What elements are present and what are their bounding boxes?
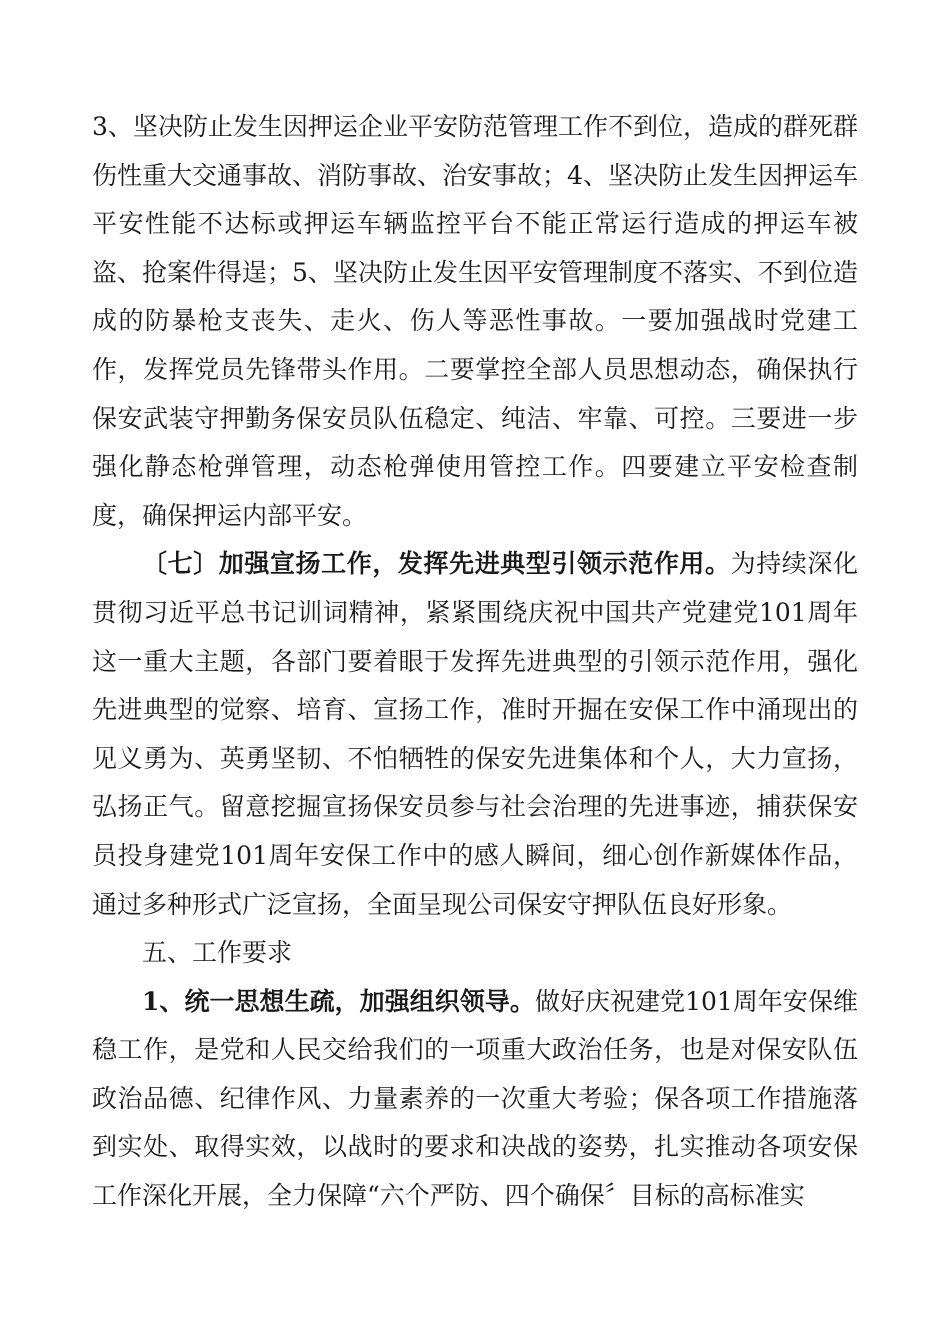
- paragraph-heading: 1、统一思想生疏，加强组织领导。: [142, 986, 535, 1016]
- section-title: [92, 929, 858, 978]
- paragraph-text: 做好庆祝建党101周年安保维稳工作，是党和人民交给我们的一项重大政治任务，也是对保安队伍政治品德、纪律作风、力量素养的一次重大考验；保各项工作措施落到实处、取得实效，以战时的要求和决战的姿势，扎实推动各项安保工作深化开展，全力保障“六个严防、四个确保〞目标的高标准实: [92, 986, 858, 1211]
- paragraph-unify-thinking: [92, 978, 858, 1221]
- document-body: [92, 103, 858, 1221]
- paragraph-text: 为持续深化贯彻习近平总书记训词精神，紧紧围绕庆祝中国共产党建党101周年这一重大主题，各部门要着眼于发挥先进典型的引领示范作用，强化先进典型的觉察、培育、宣扬工作，准时开掘在安保工作中涌现出的见义勇为、英勇坚韧、不怕牺牲的保安先进集体和个人，大力宣扬，弘扬正气。留意挖掘宣扬保安员参与社会治理的先进事迹，捕获保安员投身建党101周年安保工作中的感人瞬间，细心创作新媒体作品，通过多种形式广泛宣扬，全面呈现公司保安守押队伍良好形象。: [92, 549, 858, 919]
- paragraph-text: 3、坚决防止发生因押运企业平安防范管理工作不到位，造成的群死群伤性重大交通事故、消防事故、治安事故；4、坚决防止发生因押运车平安性能不达标或押运车辆监控平台不能正常运行造成的押运车被盗、抢案件得逞；5、坚决防止发生因平安管理制度不落实、不到位造成的防暴枪支丧失、走火、伤人等恶性事故。一要加强战时党建工作，发挥党员先锋带头作用。二要掌控全部人员思想动态，确保执行保安武装守押勤务保安员队伍稳定、纯洁、牢靠、可控。三要进一步强化静态枪弹管理，动态枪弹使用管控工作。四要建立平安检查制度，确保押运内部平安。: [92, 112, 858, 530]
- section-title-text: 五、工作要求: [142, 938, 293, 968]
- paragraph-publicity-work: [92, 540, 858, 929]
- paragraph-prevention-measures: [92, 103, 858, 540]
- paragraph-heading: 〔七〕加强宣扬工作，发挥先进典型引领示范作用。: [142, 549, 731, 579]
